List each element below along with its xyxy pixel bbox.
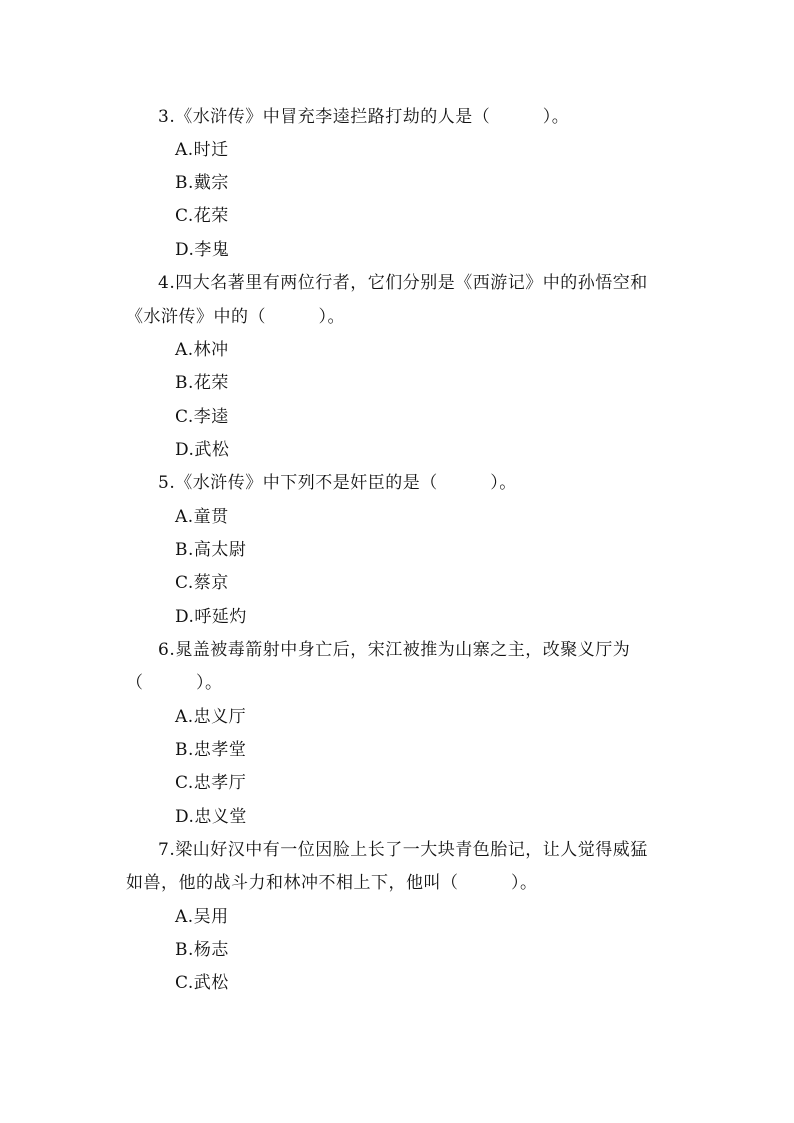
question-5-option-d: D.呼延灼 [175, 607, 247, 627]
question-5-option-a: A.童贯 [175, 507, 229, 527]
question-4-text-cont: 《水浒传》中的（ ）。 [126, 307, 345, 327]
question-3-option-b: B.戴宗 [175, 173, 229, 193]
question-5-option-c: C.蔡京 [175, 573, 229, 593]
question-6-option-a: A.忠义厅 [175, 707, 247, 727]
question-3-option-c: C.花荣 [175, 206, 229, 226]
question-6-option-c: C.忠孝厅 [175, 773, 247, 793]
question-7-option-a: A.吴用 [175, 907, 229, 927]
question-6-option-b: B.忠孝堂 [175, 740, 247, 760]
question-4-option-b: B.花荣 [175, 373, 229, 393]
question-3-option-a: A.时迁 [175, 140, 229, 160]
question-3-text: 3.《水浒传》中冒充李逵拦路打劫的人是（ ）。 [158, 107, 570, 127]
question-6-text: 6.晁盖被毒箭射中身亡后，宋江被推为山寨之主，改聚义厅为 [158, 640, 631, 660]
question-7-option-c: C.武松 [175, 973, 229, 993]
question-7-option-b: B.杨志 [175, 940, 229, 960]
question-4-option-c: C.李逵 [175, 407, 229, 427]
question-7-text: 7.梁山好汉中有一位因脸上长了一大块青色胎记，让人觉得威猛 [158, 840, 648, 860]
question-4-option-d: D.武松 [175, 440, 230, 460]
question-5-text: 5.《水浒传》中下列不是奸臣的是（ ）。 [158, 473, 517, 493]
question-5-option-b: B.高太尉 [175, 540, 247, 560]
question-3-option-d: D.李鬼 [175, 240, 230, 260]
question-4-text: 4.四大名著里有两位行者，它们分别是《西游记》中的孙悟空和 [158, 273, 648, 293]
question-6-option-d: D.忠义堂 [175, 807, 247, 827]
question-4-option-a: A.林冲 [175, 340, 229, 360]
question-7-text-cont: 如兽，他的战斗力和林冲不相上下，他叫（ ）。 [126, 873, 538, 893]
question-6-text-cont: （ ）。 [126, 673, 223, 693]
